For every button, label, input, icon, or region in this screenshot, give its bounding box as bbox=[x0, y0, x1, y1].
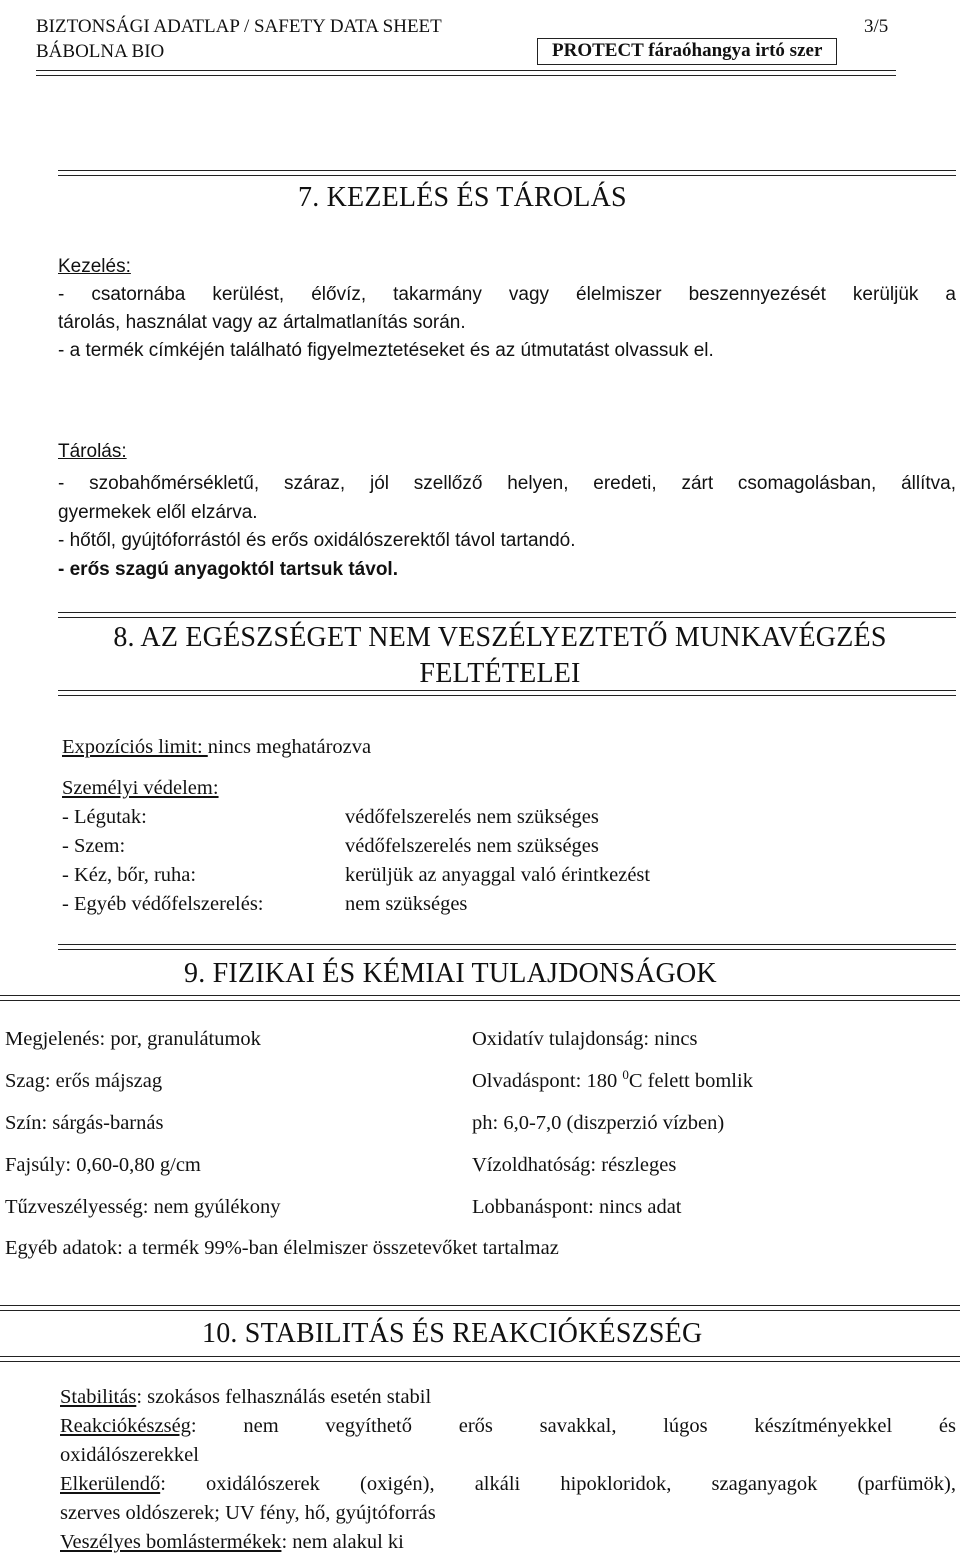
product-name: PROTECT fáraóhangya irtó szer bbox=[537, 38, 837, 65]
avoid-line-2: szerves oldószerek; UV fény, hő, gyújtóforrás bbox=[60, 1502, 436, 1524]
storage-line-3: - erős szagú anyagoktól tartsuk távol. bbox=[58, 559, 398, 580]
prop-other: Egyéb adatok: a termék 99%-ban élelmiszer összetevőket tartalmaz bbox=[5, 1237, 559, 1259]
header-divider bbox=[36, 70, 896, 76]
prop-solubility: Vízoldhatóság: részleges bbox=[472, 1154, 677, 1176]
decomposition-value: : nem alakul ki bbox=[281, 1531, 404, 1553]
section-10-bottom-rule bbox=[0, 1356, 960, 1362]
exposure-value: nincs meghatározva bbox=[207, 736, 372, 758]
section-9-bottom-rule bbox=[0, 995, 960, 1001]
exposure-label: Expozíciós limit: bbox=[62, 736, 208, 758]
section-10-title: 10. STABILITÁS ÉS REAKCIÓKÉSZSÉG bbox=[202, 1318, 703, 1349]
decomposition-line bbox=[60, 1528, 404, 1557]
section-10-top-rule bbox=[0, 1305, 960, 1311]
avoid-label: Elkerülendő bbox=[60, 1473, 161, 1495]
avoid-line bbox=[60, 1470, 956, 1499]
ppe-label: Személyi védelem: bbox=[62, 777, 219, 799]
storage-line-2: - hőtől, gyújtóforrástól és erős oxidálószerektől távol tartandó. bbox=[58, 530, 576, 551]
prop-flash-point: Lobbanáspont: nincs adat bbox=[472, 1196, 682, 1218]
prop-ph: ph: 6,0-7,0 (diszperzió vízben) bbox=[472, 1112, 725, 1134]
section-8-title-line-2: FELTÉTELEI bbox=[419, 658, 581, 689]
document-title: BIZTONSÁGI ADATLAP / SAFETY DATA SHEET bbox=[36, 16, 442, 37]
section-8-bottom-rule bbox=[58, 690, 956, 696]
ppe-other-value: nem szükséges bbox=[345, 893, 468, 915]
prop-color: Szín: sárgás-barnás bbox=[5, 1112, 164, 1134]
section-7-title: 7. KEZELÉS ÉS TÁROLÁS bbox=[298, 182, 627, 213]
section-9-title: 9. FIZIKAI ÉS KÉMIAI TULAJDONSÁGOK bbox=[184, 958, 717, 989]
ppe-resp-value: védőfelszerelés nem szükséges bbox=[345, 806, 599, 828]
handling-line-2: - a termék címkéjén található figyelmeztetéseket és az útmutatást olvassuk el. bbox=[58, 340, 714, 361]
section-9-top-rule bbox=[58, 944, 956, 950]
reactivity-line-2: oxidálószerekkel bbox=[60, 1444, 199, 1466]
ppe-eye-value: védőfelszerelés nem szükséges bbox=[345, 835, 599, 857]
stability-value: : szokásos felhasználás esetén stabil bbox=[136, 1386, 432, 1408]
avoid-value: : oxidálószerek (oxigén), alkáli hipokloridok, szaganyagok (parfümök), bbox=[160, 1473, 956, 1495]
page-number: 3/5 bbox=[864, 16, 889, 37]
ppe-resp-label: - Légutak: bbox=[62, 806, 147, 828]
ppe-eye-label: - Szem: bbox=[62, 835, 126, 857]
storage-line-1b: gyermekek elől elzárva. bbox=[58, 502, 258, 523]
section-7-top-rule bbox=[58, 170, 956, 176]
section-8-top-rule bbox=[58, 612, 956, 618]
ppe-skin-value: kerüljük az anyaggal való érintkezést bbox=[345, 864, 651, 886]
storage-line-1: - szobahőmérsékletű, száraz, jól szellőző helyen, eredeti, zárt csomagolásban, állítva, bbox=[58, 473, 956, 494]
exposure-limit bbox=[62, 733, 371, 762]
prop-oxidizing: Oxidatív tulajdonság: nincs bbox=[472, 1028, 698, 1050]
ppe-skin-label: - Kéz, bőr, ruha: bbox=[62, 864, 197, 886]
ppe-other-label: - Egyéb védőfelszerelés: bbox=[62, 893, 264, 915]
storage-label: Tárolás: bbox=[58, 441, 127, 462]
prop-appearance: Megjelenés: por, granulátumok bbox=[5, 1028, 261, 1050]
degree-superscript: 0 bbox=[622, 1067, 629, 1082]
section-8-title-line-1: 8. AZ EGÉSZSÉGET NEM VESZÉLYEZTETŐ MUNKAVÉGZÉS bbox=[113, 622, 887, 653]
prop-flammability: Tűzveszélyesség: nem gyúlékony bbox=[5, 1196, 281, 1218]
stability-line bbox=[60, 1383, 431, 1412]
handling-line-1: - csatornába kerülést, élővíz, takarmány vagy élelmiszer beszennyezését kerüljük a bbox=[58, 284, 956, 305]
decomposition-label: Veszélyes bomlástermékek bbox=[60, 1531, 282, 1553]
handling-line-1b: tárolás, használat vagy az ártalmatlanítás során. bbox=[58, 312, 466, 333]
prop-melting-point: Olvadáspont: 180 $^0$C felett bomlik bbox=[472, 1067, 753, 1092]
reactivity-value: : nem vegyíthető erős savakkal, lúgos készítményekkel és bbox=[190, 1415, 956, 1437]
reactivity-label: Reakciókészség bbox=[60, 1415, 191, 1437]
prop-odor: Szag: erős májszag bbox=[5, 1070, 163, 1092]
reactivity-line bbox=[60, 1412, 956, 1441]
stability-label: Stabilitás bbox=[60, 1386, 137, 1408]
company-name: BÁBOLNA BIO bbox=[36, 41, 165, 62]
handling-label: Kezelés: bbox=[58, 256, 131, 277]
prop-density: Fajsúly: 0,60-0,80 g/cm bbox=[5, 1154, 201, 1176]
